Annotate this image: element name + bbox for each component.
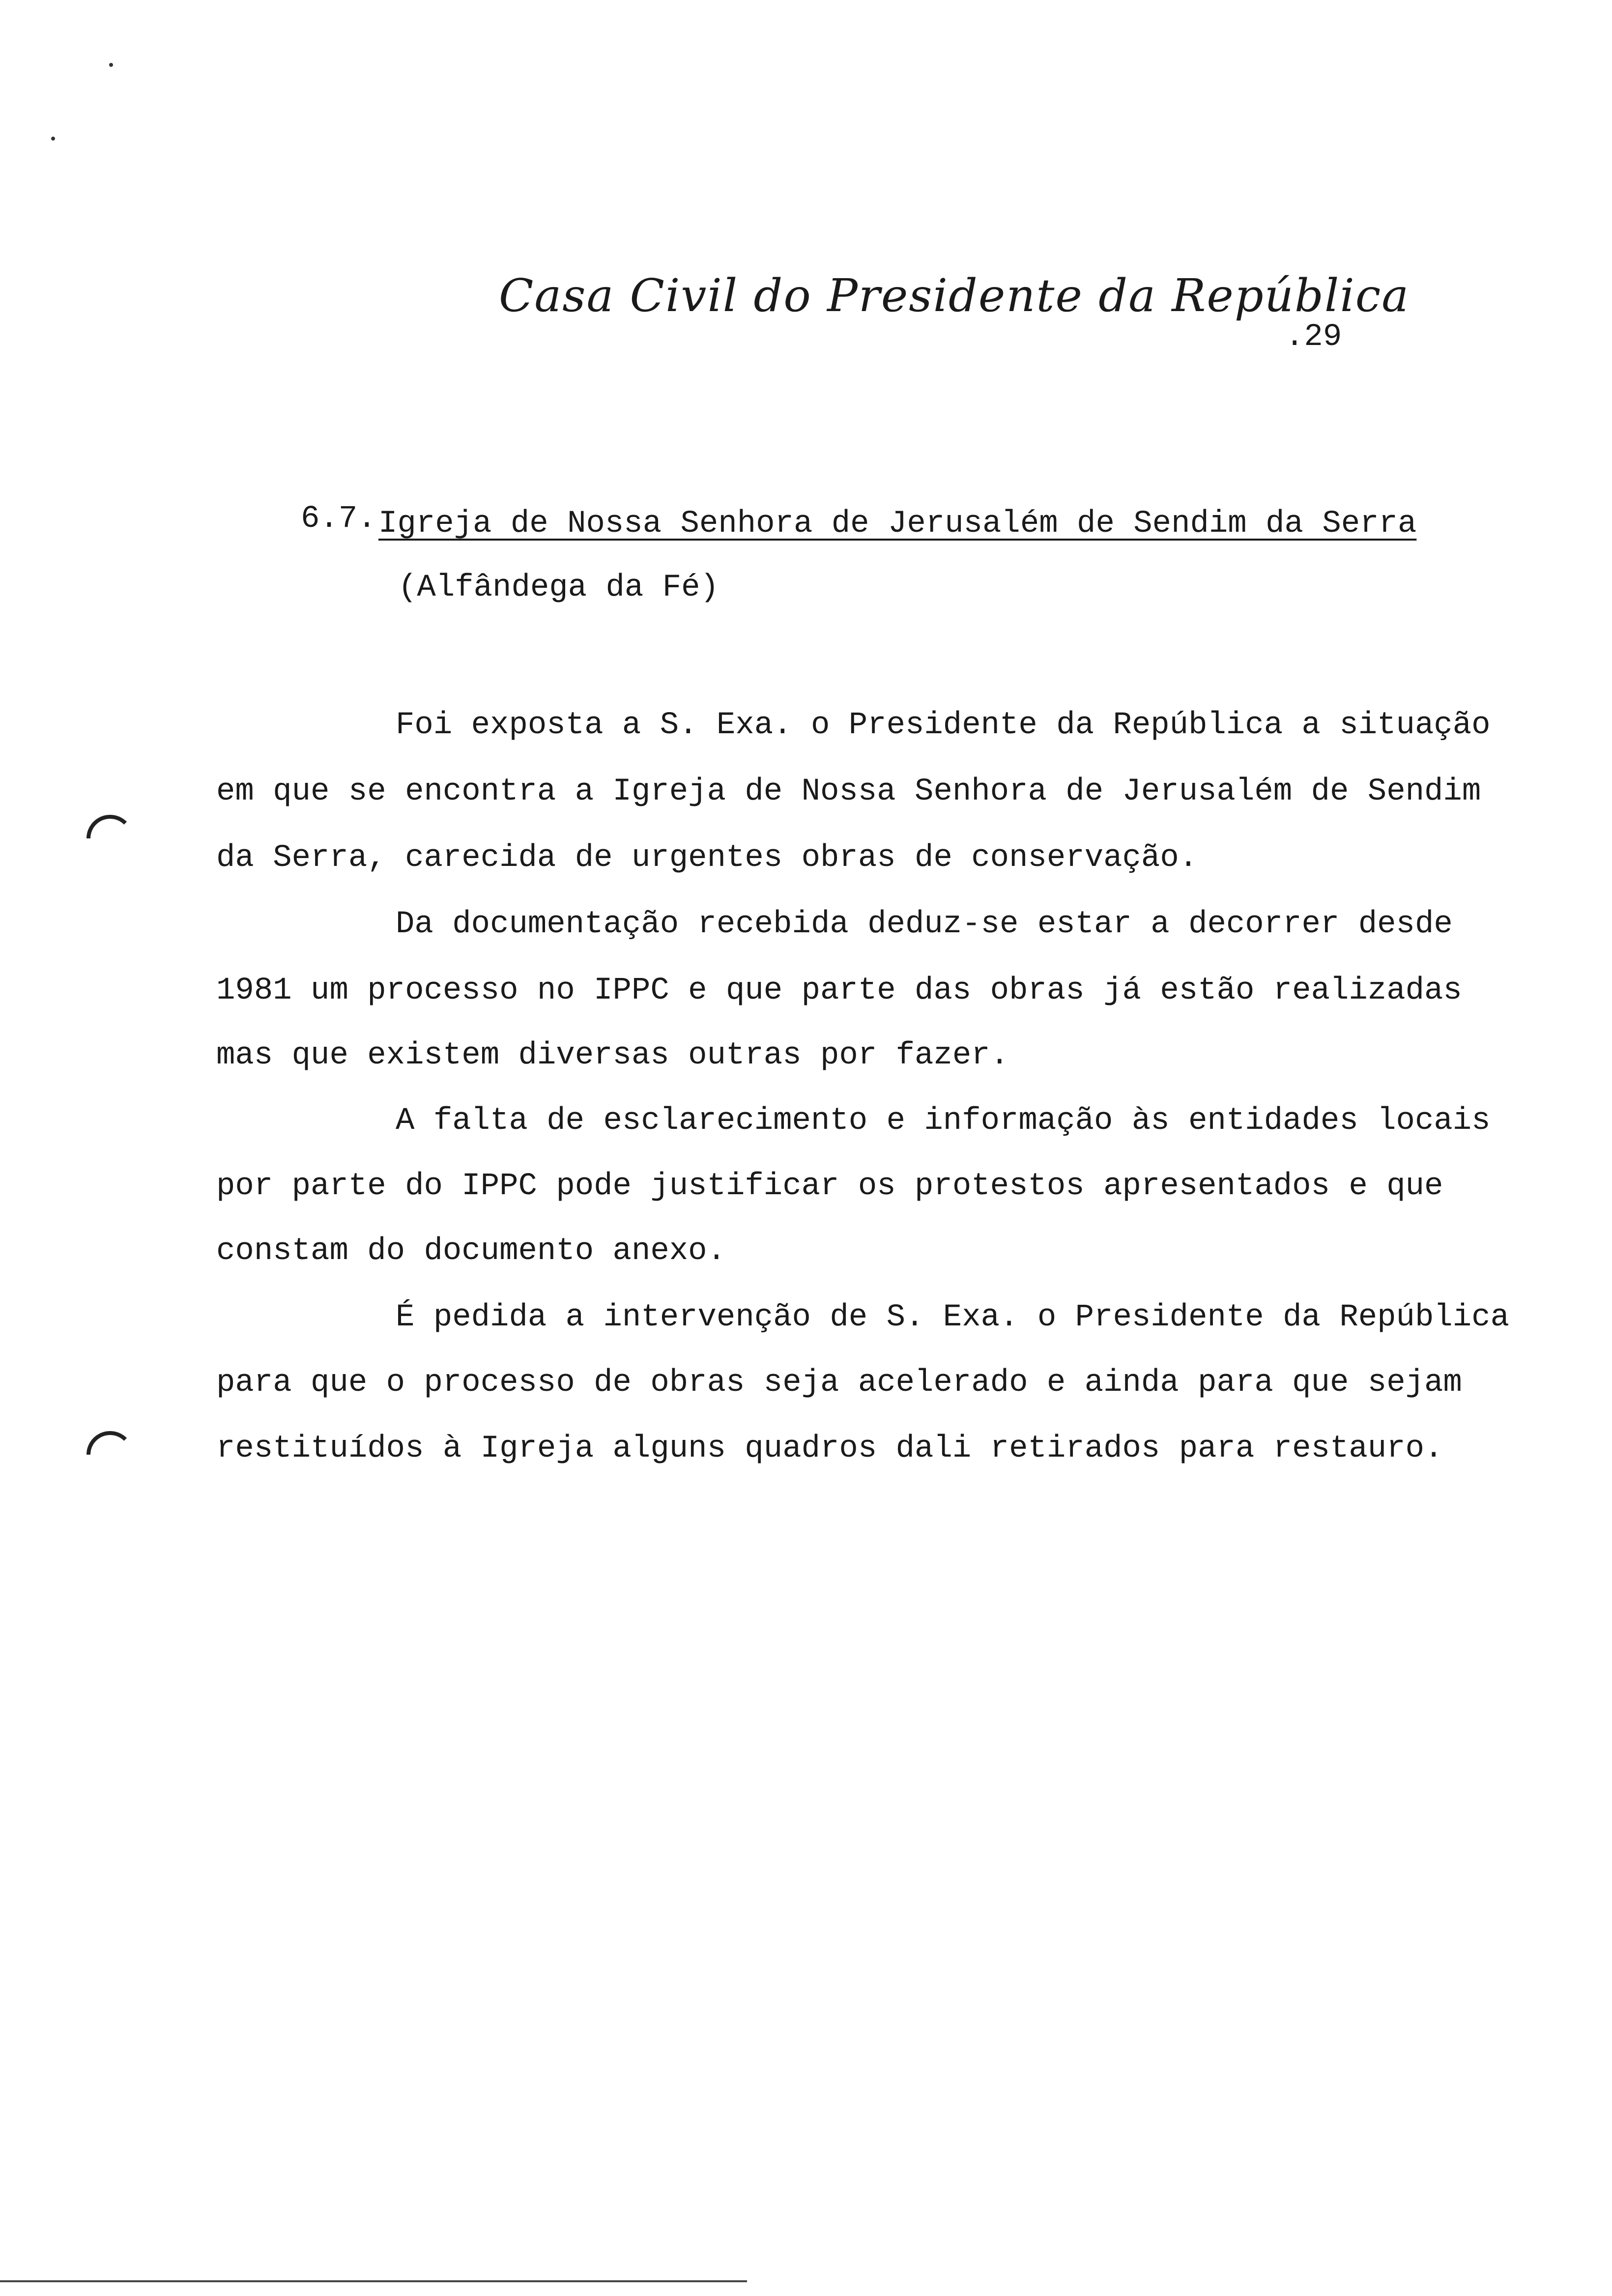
- letterhead: Casa Civil do Presidente da República: [499, 269, 1410, 322]
- body-line: por parte do IPPC pode justificar os protestos apresentados e que: [216, 1169, 1443, 1204]
- body-line: Foi exposta a S. Exa. o Presidente da República a situação: [396, 708, 1491, 743]
- section-subtitle: (Alfândega da Fé): [398, 570, 719, 605]
- section-number: 6.7.: [301, 501, 376, 537]
- body-line: em que se encontra a Igreja de Nossa Senhora de Jerusalém de Sendim: [216, 774, 1481, 809]
- body-line: mas que existem diversas outras por fazer.: [216, 1038, 1009, 1073]
- body-line: da Serra, carecida de urgentes obras de conservação.: [216, 840, 1198, 876]
- body-line: 1981 um processo no IPPC e que parte das obras já estão realizadas: [216, 973, 1462, 1008]
- body-line: É pedida a intervenção de S. Exa. o Presidente da República: [396, 1300, 1509, 1335]
- binder-hole-mark: [86, 1431, 134, 1455]
- body-line: restituídos à Igreja alguns quadros dali retirados para restauro.: [216, 1431, 1443, 1466]
- page-number: .29: [1285, 319, 1342, 355]
- body-line: para que o processo de obras seja acelerado e ainda para que sejam: [216, 1365, 1462, 1401]
- scan-speck: [109, 63, 113, 67]
- scan-speck: [51, 137, 55, 141]
- section-title: Igreja de Nossa Senhora de Jerusalém de Sendim da Serra: [378, 506, 1417, 542]
- bottom-rule: [0, 2280, 747, 2282]
- body-line: constam do documento anexo.: [216, 1234, 726, 1269]
- body-line: Da documentação recebida deduz-se estar a decorrer desde: [396, 907, 1453, 942]
- body-line: A falta de esclarecimento e informação às entidades locais: [396, 1103, 1491, 1139]
- binder-hole-mark: [86, 815, 134, 838]
